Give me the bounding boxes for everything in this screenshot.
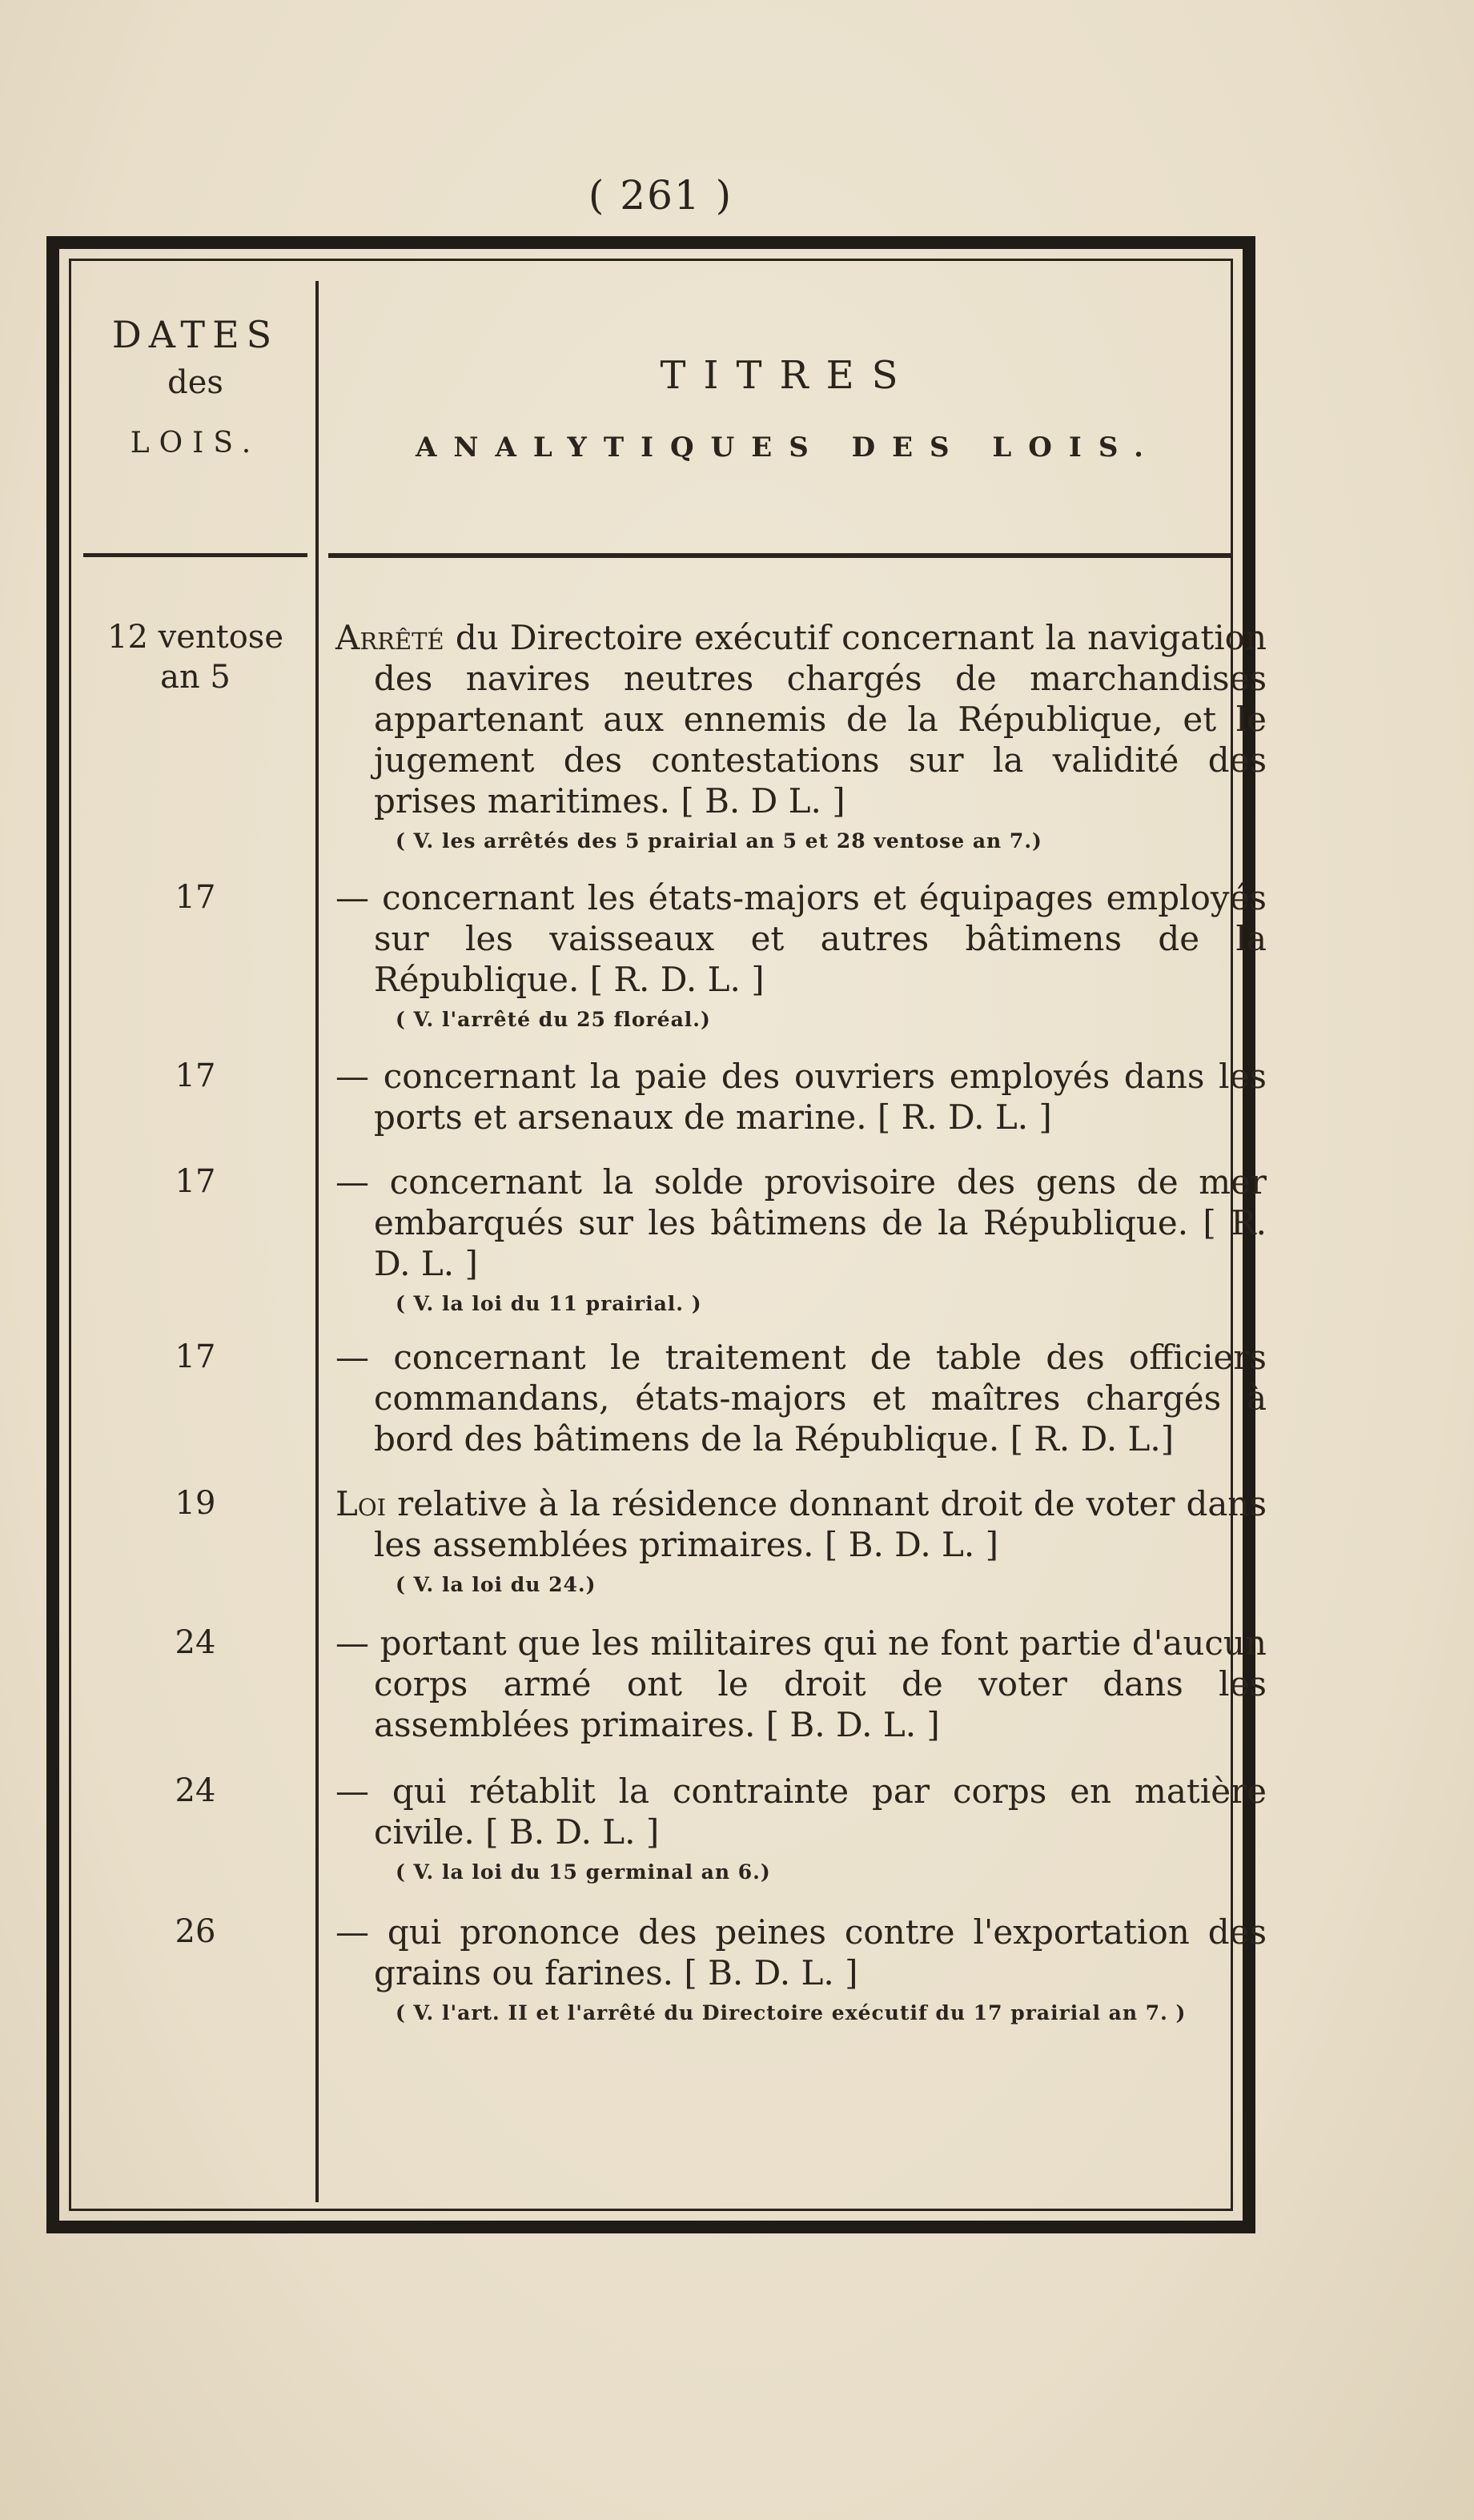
dates-column-header <box>75 313 315 459</box>
entry-date: 17 <box>175 1163 216 1200</box>
entry-text <box>335 1483 1267 1565</box>
entry-text <box>335 1912 1267 1993</box>
dates-header-lois: LOIS. <box>130 427 261 459</box>
page-number: ( 261 ) <box>588 172 733 219</box>
entry-lead: — <box>335 1338 369 1377</box>
header-rule-right <box>328 553 1231 558</box>
entry-lead: — <box>335 1057 369 1096</box>
entry-date: 19 <box>175 1485 216 1522</box>
entry-reference: ( V. l'arrêté du 25 floréal.) <box>396 1008 711 1031</box>
entry-lead: Loi <box>335 1484 387 1523</box>
titles-column-header <box>331 353 1244 463</box>
entry-body: concernant la paie des ouvriers employés dans les ports et arsenaux de marine. [ R. D. L. ] <box>369 1057 1267 1137</box>
entry-body: concernant le traitement de table des officiers commandans, états-majors et maîtres chargés à bord des bâtimens de la République. [ R. D. L.] <box>369 1338 1267 1459</box>
entry-reference: ( V. l'art. II et l'arrêté du Directoire exécutif du 17 prairial an 7. ) <box>396 2001 1187 2024</box>
entry-reference: ( V. les arrêtés des 5 prairial an 5 et 28 ventose an 7.) <box>396 829 1042 853</box>
table-frame <box>46 236 1267 2233</box>
titles-header-title: TITRES <box>660 353 916 398</box>
dates-header-title: DATES <box>111 313 279 356</box>
entry-lead: — <box>335 1772 369 1811</box>
law-entry <box>59 877 1267 1035</box>
entry-text <box>335 877 1267 1000</box>
entry-body: qui rétablit la contrainte par corps en matière civile. [ B. D. L. ] <box>369 1772 1267 1852</box>
entry-date-day: 12 ventose <box>107 619 283 656</box>
law-entry <box>59 1483 1267 1600</box>
entry-date-year: an 5 <box>160 659 231 696</box>
entry-date <box>91 617 299 697</box>
entry-lead: — <box>335 878 369 917</box>
entry-body: concernant la solde provisoire des gens de mer embarqués sur les bâtimens de la République. [ R. D. L. ] <box>369 1162 1267 1283</box>
entry-lead: — <box>335 1162 369 1202</box>
titles-header-subtitle: ANALYTIQUES DES LOIS. <box>415 431 1160 463</box>
entry-body: du Directoire exécutif concernant la navigation des navires neutres chargés de marchandises appartenant aux ennemis de la République, et le jugement des contestations sur la validité des prises maritimes. [ B. D L. ] <box>374 618 1267 821</box>
entry-body: qui prononce des peines contre l'exportation des grains ou farines. [ B. D. L. ] <box>369 1912 1267 1992</box>
entry-text <box>335 1162 1267 1284</box>
law-entry <box>59 1623 1267 1745</box>
entry-body: portant que les militaires qui ne font partie d'aucun corps armé ont le droit de voter dans les assemblées primaires. [ B. D. L. ] <box>369 1623 1267 1744</box>
dates-header-des: des <box>167 364 223 401</box>
entry-reference: ( V. la loi du 24.) <box>396 1573 596 1596</box>
entry-text <box>335 1771 1267 1852</box>
entry-lead: — <box>335 1912 369 1952</box>
entry-date: 24 <box>175 1624 216 1661</box>
law-entry <box>59 1056 1267 1138</box>
entry-lead: Arrêté <box>335 618 444 657</box>
header-rule-left <box>83 553 307 557</box>
entry-text <box>335 1337 1267 1459</box>
entry-reference: ( V. la loi du 15 germinal an 6.) <box>396 1860 771 1884</box>
entry-text <box>335 1623 1267 1745</box>
entry-reference: ( V. la loi du 11 prairial. ) <box>396 1292 702 1315</box>
entry-date: 17 <box>175 879 216 916</box>
law-entry <box>59 1162 1267 1319</box>
entry-body: relative à la résidence donnant droit de voter dans les assemblées primaires. [ B. D. L. ] <box>374 1484 1267 1564</box>
entry-text <box>335 1056 1267 1138</box>
law-entries <box>59 617 1267 2028</box>
entry-body: concernant les états-majors et équipages employés sur les vaisseaux et autres bâtimens de la République. [ R. D. L. ] <box>369 878 1267 999</box>
entry-lead: — <box>335 1623 369 1663</box>
entry-date: 17 <box>175 1057 216 1094</box>
entry-text <box>335 617 1267 821</box>
law-entry <box>59 1771 1267 1888</box>
law-entry <box>59 1337 1267 1459</box>
law-entry <box>59 1912 1267 2028</box>
law-entry <box>59 617 1267 857</box>
entry-date: 26 <box>175 1913 216 1950</box>
entry-date: 24 <box>175 1772 216 1809</box>
entry-date: 17 <box>175 1338 216 1375</box>
